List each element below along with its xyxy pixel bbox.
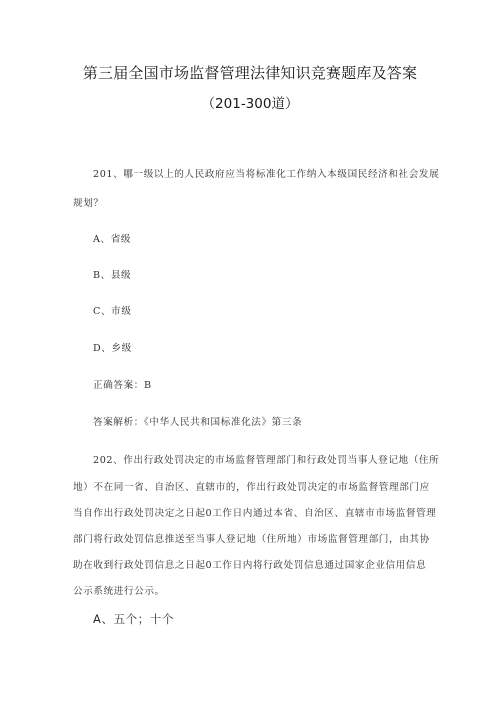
question-201-option-d: D、乡级 <box>93 343 132 354</box>
question-201-answer: 正确答案：B <box>93 380 152 391</box>
question-201-option-c: C、市级 <box>93 306 132 317</box>
question-202-text-line-1: 202、作出行政处罚决定的市场监督管理部门和行政处罚当事人登记地（住所 <box>93 455 440 466</box>
question-202-text-line-4: 部门将行政处罚信息推送至当事人登记地（住所地）市场监督管理部门，由其协 <box>73 534 430 545</box>
question-202-text-line-3: 当自作出行政处罚决定之日起0工作日内通过本省、自治区、直辖市市场监督管理 <box>73 508 437 519</box>
question-202-text-line-6: 公示系统进行公示。 <box>73 586 165 597</box>
document-subtitle: （201-300道） <box>201 96 299 112</box>
question-201-option-b: B、县级 <box>93 270 132 281</box>
question-202-text-line-5: 助在收到行政处罚信息之日起0工作日内将行政处罚信息通过国家企业信用信息 <box>73 560 427 571</box>
question-202-text-line-2: 地）不在同一省、自治区、直辖市的，作出行政处罚决定的市场监督管理部门应 <box>73 482 430 493</box>
question-201-text-line-1: 201、哪一级以上的人民政府应当将标准化工作纳入本级国民经济和社会发展 <box>93 169 440 180</box>
question-201-option-a: A、省级 <box>93 234 132 245</box>
question-202-option-a: A、五个；十个 <box>93 612 175 626</box>
question-201-text-line-2: 规划？ <box>73 198 104 209</box>
document-title: 第三届全国市场监督管理法律知识竞赛题库及答案 <box>82 64 418 82</box>
question-201-analysis: 答案解析：《中华人民共和国标准化法》第三条 <box>93 417 303 428</box>
